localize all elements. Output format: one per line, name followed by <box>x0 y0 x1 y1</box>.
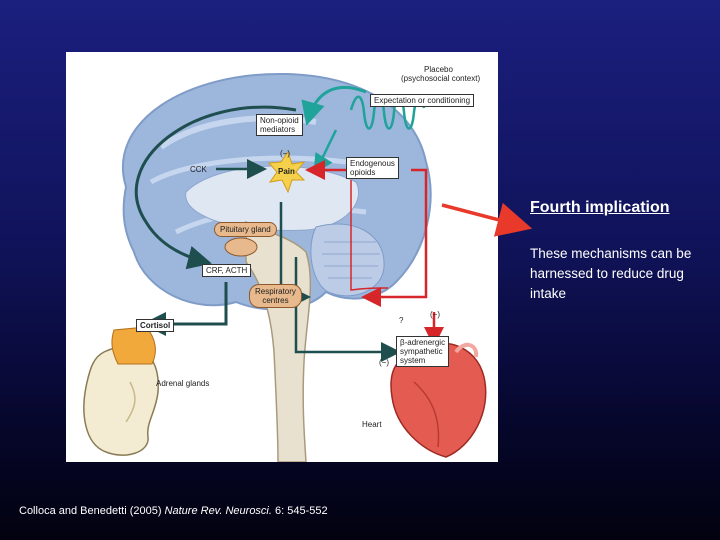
minus-sign-pain: (−) <box>280 149 290 158</box>
endogenous-opioids-box <box>346 157 399 179</box>
endogenous-line2: opioids <box>350 168 376 177</box>
placebo-mechanisms-diagram <box>66 52 498 462</box>
implication-body: These mechanisms can be harnessed to reduce drug intake <box>530 246 692 301</box>
sympathetic-system-box <box>396 336 449 367</box>
placebo-title: Placebo <box>424 65 453 74</box>
question-mark: ? <box>399 316 404 325</box>
respiratory-line2: centres <box>262 296 289 305</box>
minus-sign-sympathetic: (−) <box>430 310 440 319</box>
placebo-subtitle: (psychosocial context) <box>401 74 481 83</box>
brainstem <box>246 222 310 462</box>
sympathetic-line3: system <box>400 356 426 365</box>
respiratory-centres-label <box>249 284 302 308</box>
non-opioid-line1: Non-opioid <box>260 116 299 125</box>
heart-label: Heart <box>362 420 382 429</box>
citation <box>19 505 328 517</box>
non-opioid-mediators-box <box>256 114 303 136</box>
citation-journal: Nature Rev. Neurosci. <box>164 505 272 517</box>
citation-volume: 6: 545-552 <box>271 505 328 517</box>
crf-acth-label: CRF, ACTH <box>202 264 251 277</box>
adrenal-glands-label: Adrenal glands <box>156 379 210 388</box>
respiratory-line1: Respiratory <box>255 287 296 296</box>
endogenous-line1: Endogenous <box>350 159 395 168</box>
pain-label: Pain <box>278 167 295 176</box>
minus-sign-heart: (−) <box>379 358 389 367</box>
sympathetic-line2: sympathetic <box>400 347 443 356</box>
adrenal-gland <box>112 327 155 364</box>
cortisol-label: Cortisol <box>136 319 174 332</box>
pituitary-gland-label: Pituitary gland <box>214 222 277 237</box>
non-opioid-line2: mediators <box>260 125 296 134</box>
implication-heading: Fourth implication <box>530 199 670 216</box>
citation-authors: Colloca and Benedetti (2005) <box>19 505 165 517</box>
cck-label: CCK <box>190 165 207 174</box>
sympathetic-line1: β-adrenergic <box>400 338 446 347</box>
expectation-box: Expectation or conditioning <box>370 94 474 107</box>
